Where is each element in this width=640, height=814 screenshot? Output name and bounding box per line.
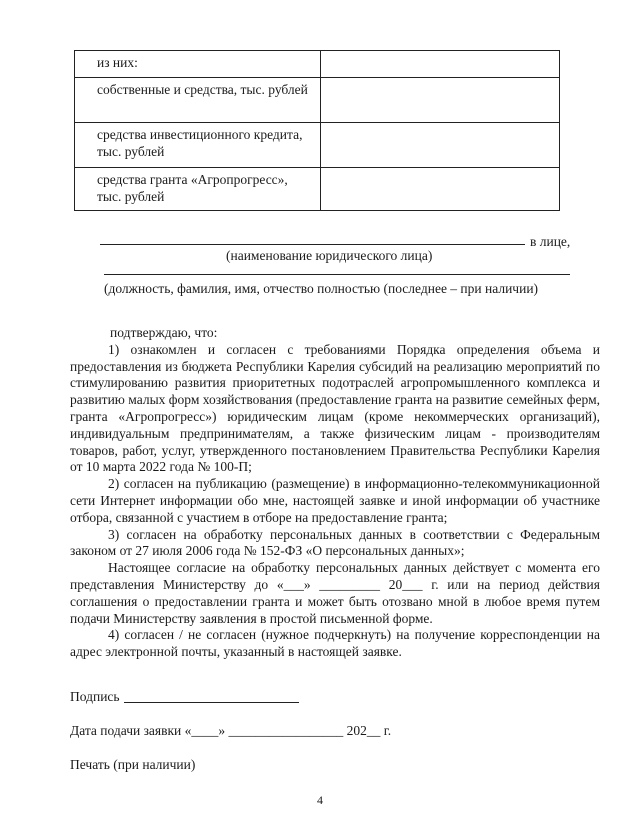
legal-entity-caption: (наименование юридического лица) <box>226 248 433 263</box>
submission-date: Дата подачи заявки «____» _________________ 202__ г. <box>70 723 392 738</box>
table-row <box>75 51 560 78</box>
signature-line <box>124 702 299 703</box>
row-label: средства гранта «Агропрогресс», тыс. рублей <box>75 168 321 211</box>
position-caption: (должность, фамилия, имя, отчество полностью (последнее – при наличии) <box>104 281 539 296</box>
stamp-label: Печать (при наличии) <box>70 757 196 772</box>
row-value-cell <box>321 78 560 123</box>
funding-table <box>74 50 560 211</box>
row-label: из них: <box>75 51 321 78</box>
row-value-cell <box>321 51 560 78</box>
row-label: собственные и средства, тыс. рублей <box>75 78 321 123</box>
row-label: средства инвестиционного кредита, тыс. рублей <box>75 123 321 168</box>
clause-1: 1) ознакомлен и согласен с требованиями Порядка определения объема и предоставления из бюджета Республики Карелия субсидий на реализацию мероприятий по стимулированию развития приоритетных подотраслей агропромышленного комплекса и развитию малых форм хозяйствования (предоставление гранта на развитие семейных ферм, гранта «Агропрогресс») юридическим лицам (кроме некоммерческих организаций), индивидуальным предпринимателям, а также физическим лицам - производителям товаров, работ, услуг, утвержденного постановлением Правительства Республики Карелия от 10 марта 2022 года № 100-П; <box>70 341 600 475</box>
table-row <box>75 78 560 123</box>
clause-2: 2) согласен на публикацию (размещение) в информационно-телекоммуникационной сети Интернет информации обо мне, настоящей заявке и иной информации об участнике отбора, связанной с участием в отборе на предоставление гранта; <box>70 476 600 525</box>
clause-3: 3) согласен на обработку персональных данных в соответствии с Федеральным законом от 27 июля 2006 года № 152-ФЗ «О персональных данных»; <box>70 526 600 559</box>
legal-entity-line <box>100 244 525 245</box>
in-person-suffix: в лице, <box>530 234 571 249</box>
table-row <box>75 168 560 211</box>
row-value-cell <box>321 123 560 168</box>
row-value-cell <box>321 168 560 211</box>
position-line <box>104 274 570 275</box>
clause-4: 4) согласен / не согласен (нужное подчеркнуть) на получение корреспонденции на адрес электронной почты, указанный в настоящей заявке. <box>70 627 600 660</box>
page-number: 4 <box>317 793 323 807</box>
consent-duration: Настоящее согласие на обработку персональных данных действует с момента его представления Министерству до «___» _________ 20___ г. или на период действия соглашения о предоставлении гранта и может быть отозвано мной в любое время путем подачи Министерству заявления в простой письменной форме. <box>70 560 600 626</box>
confirm-line: подтверждаю, что: <box>110 325 218 340</box>
signature-label: Подпись <box>70 689 120 704</box>
consent-text <box>70 325 600 661</box>
table-row <box>75 123 560 168</box>
